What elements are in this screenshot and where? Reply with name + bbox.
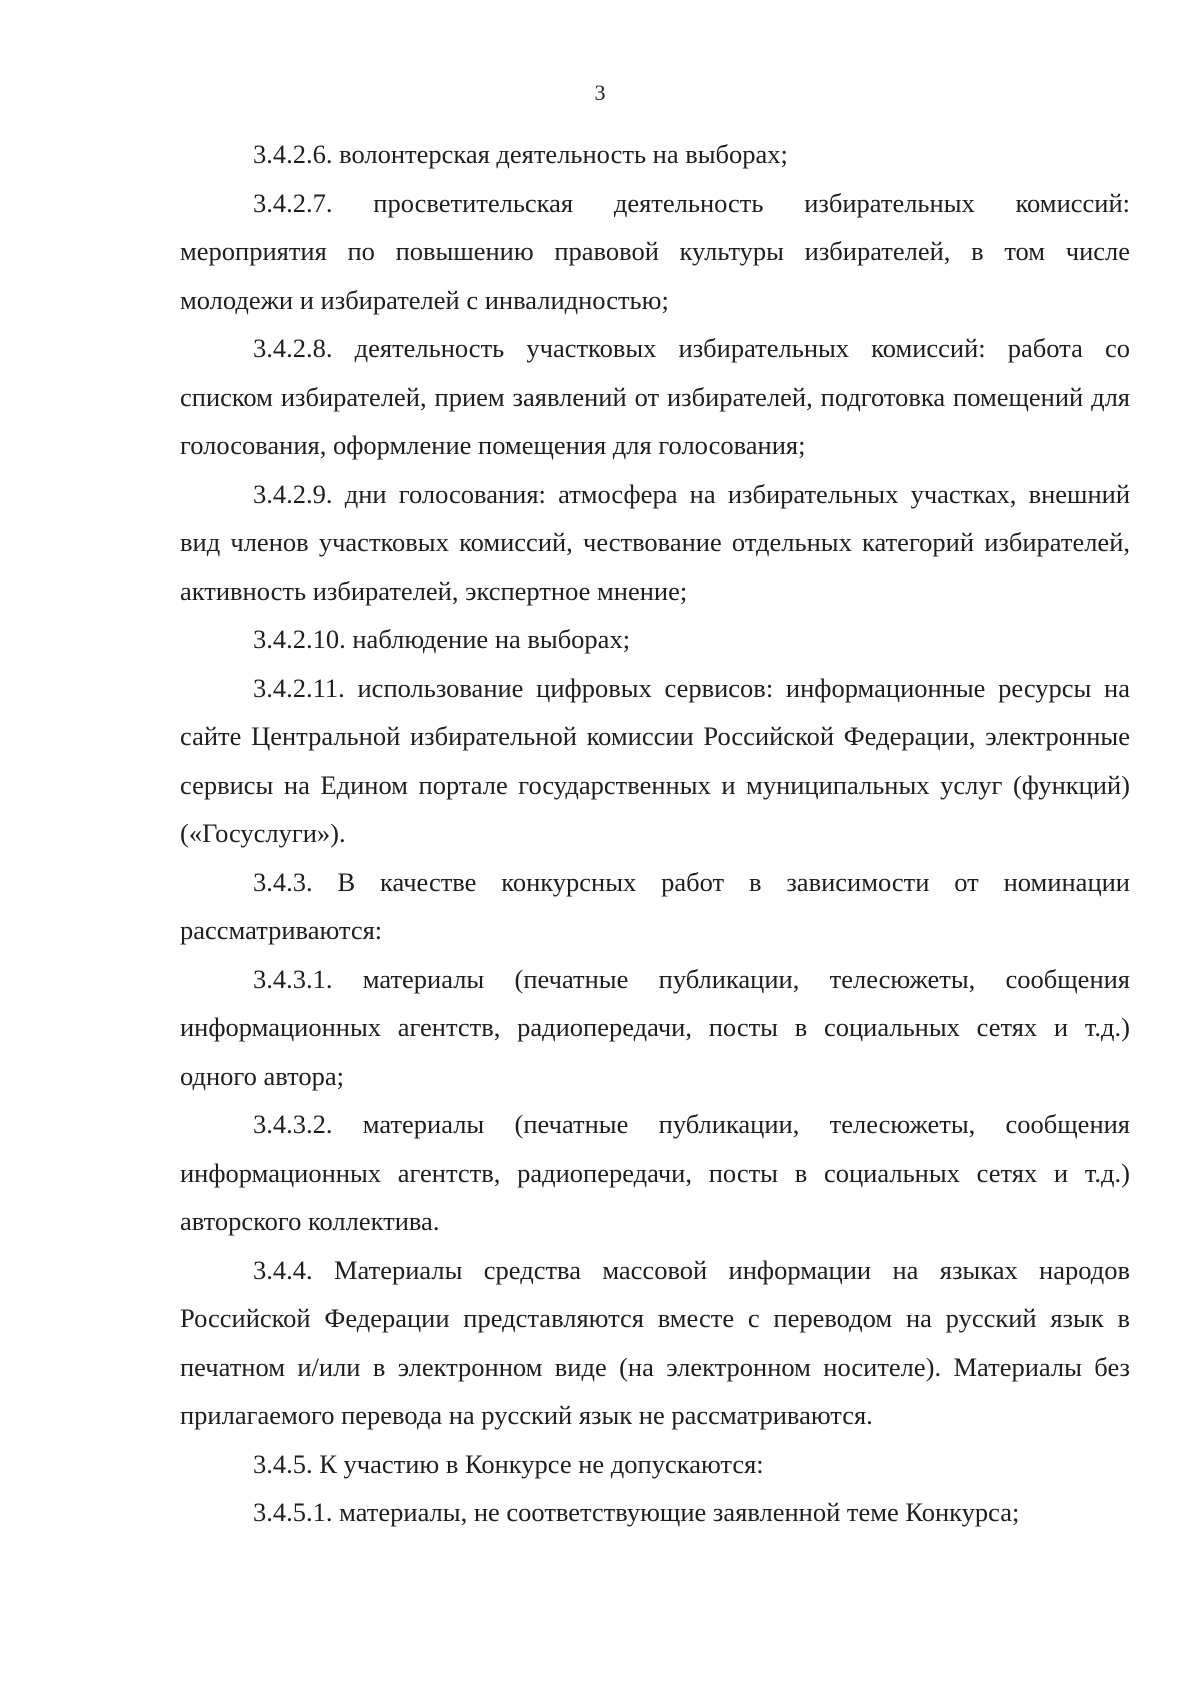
paragraph-3-4-5-1: 3.4.5.1. материалы, не соответствующие заявленной теме Конкурса;	[253, 1497, 1020, 1527]
paragraph-3-4-2-6: 3.4.2.6. волонтерская деятельность на выборах;	[253, 139, 788, 169]
document-body	[180, 130, 1130, 1537]
paragraph-3-4-2-11: 3.4.2.11. использование цифровых сервисов: информационные ресурсы на сайте Центральной избирательной комиссии Российской Федерации, электронные сервисы на Едином портале государственных и муниципальных услуг (функций) («Госуслуги»).	[180, 672, 1130, 848]
paragraph-3-4-2-8: 3.4.2.8. деятельность участковых избирательных комиссий: работа со списком избирателей, прием заявлений от избирателей, подготовка помещений для голосования, оформление помещения для голосования;	[180, 333, 1130, 460]
paragraph-3-4-5: 3.4.5. К участию в Конкурсе не допускаются:	[253, 1448, 764, 1479]
paragraph-3-4-3-2: 3.4.3.2. материалы (печатные публикации, телесюжеты, сообщения информационных агентств, радиопередачи, посты в социальных сетях и т.д.) авторского коллектива.	[180, 1109, 1130, 1236]
paragraph-3-4-2-7: 3.4.2.7. просветительская деятельность избирательных комиссий: мероприятия по повышению правовой культуры избирателей, в том числе молодежи и избирателей с инвалидностью;	[180, 187, 1130, 315]
paragraph-3-4-3-1: 3.4.3.1. материалы (печатные публикации, телесюжеты, сообщения информационных агентств, радиопередачи, посты в социальных сетях и т.д.) одного автора;	[180, 963, 1130, 1091]
page-number: 3	[594, 80, 606, 105]
paragraph-3-4-2-10: 3.4.2.10. наблюдение на выборах;	[253, 624, 631, 654]
paragraph-3-4-2-9: 3.4.2.9. дни голосования: атмосфера на избирательных участках, внешний вид членов участковых комиссий, чествование отдельных категорий избирателей, активность избирателей, экспертное мнение;	[180, 478, 1130, 606]
paragraph-3-4-3: 3.4.3. В качестве конкурсных работ в зависимости от номинации рассматриваются:	[180, 866, 1130, 945]
paragraph-3-4-4: 3.4.4. Материалы средства массовой информации на языках народов Российской Федерации представляются вместе с переводом на русский язык в печатном и/или в электронном виде (на электронном носителе). Материалы без прилагаемого перевода на русский язык не рассматриваются.	[180, 1254, 1130, 1430]
